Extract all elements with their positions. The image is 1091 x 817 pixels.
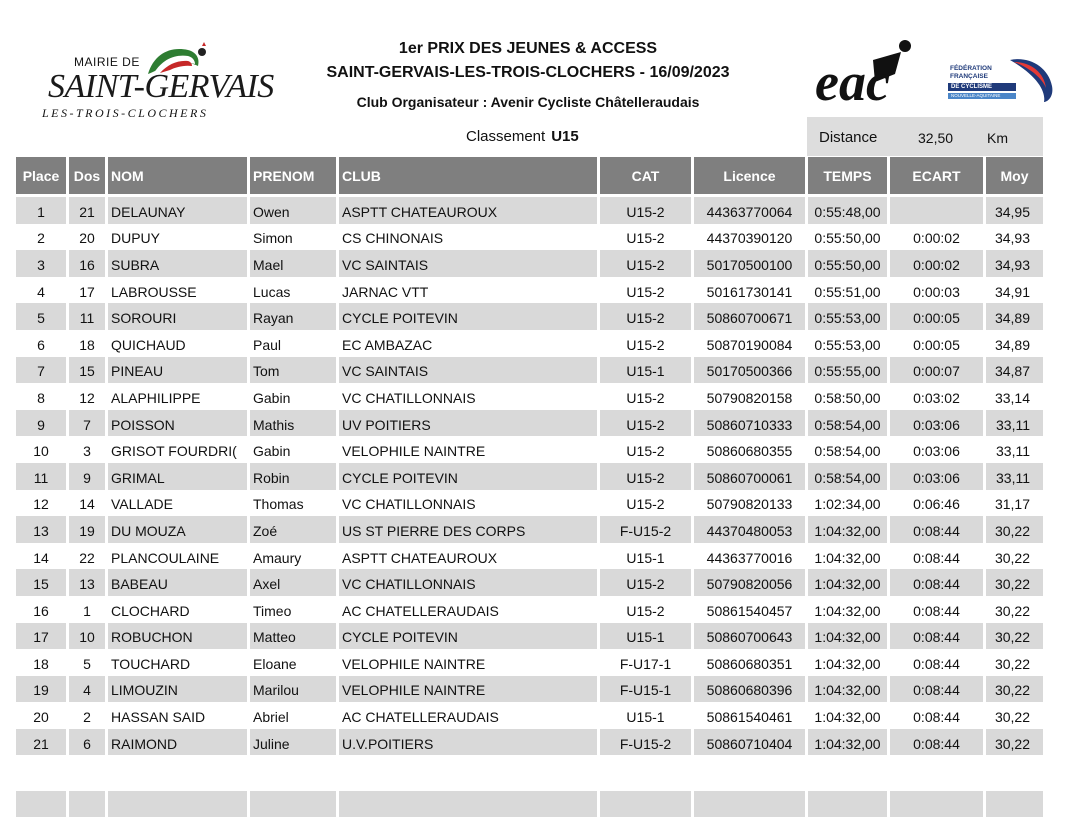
cell-temps: 0:58:50,00 — [808, 383, 890, 410]
cell-temps: 1:04:32,00 — [808, 623, 890, 650]
table-row — [16, 357, 1043, 384]
cell-cat: U15-1 — [600, 357, 694, 384]
cell-place: 16 — [16, 596, 69, 623]
cell-cat: U15-2 — [600, 277, 694, 304]
cell-club: VC SAINTAIS — [339, 250, 600, 277]
cell-place: 13 — [16, 516, 69, 543]
cell-licence: 50870190084 — [694, 330, 808, 357]
cell-licence: 50790820158 — [694, 383, 808, 410]
cell-ecart: 0:08:44 — [890, 702, 986, 729]
cell-dos: 5 — [69, 649, 108, 676]
cell-club: CS CHINONAIS — [339, 224, 600, 251]
cyclist-icon — [815, 38, 920, 106]
cell-nom: GRISOT FOURDRI( — [108, 436, 250, 463]
empty-cell — [250, 791, 339, 817]
cell-licence: 50860700061 — [694, 463, 808, 490]
cell-place: 21 — [16, 729, 69, 756]
cell-cat: F-U15-2 — [600, 516, 694, 543]
col-header-prenom: PRENOM — [250, 157, 339, 194]
cell-place: 19 — [16, 676, 69, 703]
cell-place: 18 — [16, 649, 69, 676]
cell-moy: 30,22 — [986, 676, 1043, 703]
cell-moy: 30,22 — [986, 543, 1043, 570]
cell-ecart: 0:00:05 — [890, 303, 986, 330]
cell-cat: U15-2 — [600, 436, 694, 463]
cell-moy: 33,11 — [986, 463, 1043, 490]
cell-club: VC CHATILLONNAIS — [339, 383, 600, 410]
table-header — [16, 157, 1043, 194]
cell-dos: 3 — [69, 436, 108, 463]
empty-cell — [986, 791, 1043, 817]
cell-moy: 30,22 — [986, 649, 1043, 676]
cell-dos: 10 — [69, 623, 108, 650]
cell-temps: 1:04:32,00 — [808, 516, 890, 543]
cell-licence: 50860710333 — [694, 410, 808, 437]
cell-prenom: Rayan — [250, 303, 339, 330]
cell-nom: DELAUNAY — [108, 197, 250, 224]
cell-ecart: 0:08:44 — [890, 543, 986, 570]
cell-cat: U15-1 — [600, 702, 694, 729]
cell-temps: 1:04:32,00 — [808, 676, 890, 703]
cell-moy: 30,22 — [986, 623, 1043, 650]
empty-row — [16, 791, 1043, 817]
cell-nom: POISSON — [108, 410, 250, 437]
cell-nom: QUICHAUD — [108, 330, 250, 357]
empty-cell — [69, 791, 108, 817]
distance-box — [807, 117, 1043, 156]
cell-nom: ALAPHILIPPE — [108, 383, 250, 410]
cell-cat: U15-2 — [600, 596, 694, 623]
empty-cell — [108, 791, 250, 817]
cell-dos: 11 — [69, 303, 108, 330]
cell-prenom: Axel — [250, 569, 339, 596]
cell-ecart: 0:08:44 — [890, 729, 986, 756]
classement-label — [466, 128, 579, 145]
race-location-date: SAINT-GERVAIS-LES-TROIS-CLOCHERS - 16/09/2023 — [326, 64, 730, 81]
cell-moy: 34,89 — [986, 303, 1043, 330]
cell-place: 15 — [16, 569, 69, 596]
cell-place: 4 — [16, 277, 69, 304]
table-spacer — [16, 755, 1043, 791]
cell-prenom: Paul — [250, 330, 339, 357]
cell-cat: U15-2 — [600, 197, 694, 224]
cell-temps: 0:55:50,00 — [808, 224, 890, 251]
classement-category: U15 — [551, 128, 579, 145]
cell-club: ASPTT CHATEAUROUX — [339, 543, 600, 570]
table-row — [16, 436, 1043, 463]
cell-club: VELOPHILE NAINTRE — [339, 649, 600, 676]
cell-nom: VALLADE — [108, 490, 250, 517]
table-row — [16, 676, 1043, 703]
cell-prenom: Simon — [250, 224, 339, 251]
cell-club: VC CHATILLONNAIS — [339, 569, 600, 596]
cell-ecart: 0:08:44 — [890, 596, 986, 623]
cell-temps: 1:02:34,00 — [808, 490, 890, 517]
cell-ecart: 0:03:02 — [890, 383, 986, 410]
cell-licence: 50161730141 — [694, 277, 808, 304]
cell-ecart: 0:08:44 — [890, 623, 986, 650]
cell-dos: 15 — [69, 357, 108, 384]
distance-label: Distance — [819, 129, 878, 146]
cell-moy: 33,11 — [986, 436, 1043, 463]
cell-temps: 0:58:54,00 — [808, 463, 890, 490]
table-row — [16, 729, 1043, 756]
cell-nom: GRIMAL — [108, 463, 250, 490]
cell-temps: 0:55:53,00 — [808, 303, 890, 330]
cell-club: US ST PIERRE DES CORPS — [339, 516, 600, 543]
cell-temps: 1:04:32,00 — [808, 729, 890, 756]
empty-cell — [694, 791, 808, 817]
table-row — [16, 623, 1043, 650]
organizer-club: Club Organisateur : Avenir Cycliste Châtelleraudais — [356, 94, 700, 110]
cell-temps: 1:04:32,00 — [808, 596, 890, 623]
cell-cat: U15-2 — [600, 410, 694, 437]
cell-temps: 1:04:32,00 — [808, 702, 890, 729]
cell-ecart: 0:06:46 — [890, 490, 986, 517]
cell-ecart: 0:03:06 — [890, 463, 986, 490]
cell-prenom: Gabin — [250, 383, 339, 410]
cell-cat: U15-2 — [600, 250, 694, 277]
cell-ecart: 0:08:44 — [890, 676, 986, 703]
cell-nom: ROBUCHON — [108, 623, 250, 650]
cell-dos: 6 — [69, 729, 108, 756]
cell-club: UV POITIERS — [339, 410, 600, 437]
mairie-name: SAINT-GERVAIS — [48, 68, 274, 105]
ffc-text — [950, 65, 992, 80]
cell-dos: 20 — [69, 224, 108, 251]
cell-nom: PLANCOULAINE — [108, 543, 250, 570]
table-row — [16, 569, 1043, 596]
cell-prenom: Juline — [250, 729, 339, 756]
cell-licence: 50861540461 — [694, 702, 808, 729]
cell-prenom: Gabin — [250, 436, 339, 463]
race-title: 1er PRIX DES JEUNES & ACCESS — [398, 40, 658, 57]
ffc-line2: FRANÇAISE — [950, 72, 988, 80]
cell-ecart: 0:08:44 — [890, 516, 986, 543]
cell-temps: 1:04:32,00 — [808, 543, 890, 570]
cell-moy: 30,22 — [986, 702, 1043, 729]
col-header-nom: NOM — [108, 157, 250, 194]
cell-place: 9 — [16, 410, 69, 437]
table-row — [16, 303, 1043, 330]
col-header-place: Place — [16, 157, 69, 194]
cell-temps: 0:55:51,00 — [808, 277, 890, 304]
cell-ecart: 0:00:03 — [890, 277, 986, 304]
cell-place: 17 — [16, 623, 69, 650]
cell-place: 10 — [16, 436, 69, 463]
cell-cat: U15-2 — [600, 383, 694, 410]
table-row — [16, 702, 1043, 729]
cell-ecart: 0:00:02 — [890, 224, 986, 251]
cell-prenom: Marilou — [250, 676, 339, 703]
cell-dos: 7 — [69, 410, 108, 437]
cell-dos: 9 — [69, 463, 108, 490]
cell-moy: 34,91 — [986, 277, 1043, 304]
cell-licence: 50860700671 — [694, 303, 808, 330]
col-header-moy: Moy — [986, 157, 1043, 194]
cell-place: 6 — [16, 330, 69, 357]
cell-licence: 44370390120 — [694, 224, 808, 251]
cell-place: 7 — [16, 357, 69, 384]
cell-nom: LABROUSSE — [108, 277, 250, 304]
table-row — [16, 197, 1043, 224]
col-header-dos: Dos — [69, 157, 108, 194]
cell-prenom: Abriel — [250, 702, 339, 729]
cell-club: AC CHATELLERAUDAIS — [339, 596, 600, 623]
cell-temps: 0:58:54,00 — [808, 410, 890, 437]
cell-place: 1 — [16, 197, 69, 224]
eac-logo — [815, 38, 920, 106]
cell-dos: 22 — [69, 543, 108, 570]
cell-place: 20 — [16, 702, 69, 729]
table-row — [16, 330, 1043, 357]
cell-licence: 50790820133 — [694, 490, 808, 517]
cell-dos: 13 — [69, 569, 108, 596]
cell-club: VC SAINTAIS — [339, 357, 600, 384]
empty-cell — [16, 791, 69, 817]
cell-place: 2 — [16, 224, 69, 251]
mairie-logo — [40, 40, 274, 122]
distance-unit: Km — [987, 130, 1008, 146]
cell-dos: 4 — [69, 676, 108, 703]
cell-ecart: 0:00:07 — [890, 357, 986, 384]
ffc-line1: FÉDÉRATION — [950, 65, 992, 72]
cell-prenom: Lucas — [250, 277, 339, 304]
ffc-cyclisme-bar — [948, 83, 1016, 91]
cell-cat: U15-2 — [600, 330, 694, 357]
cell-ecart: 0:08:44 — [890, 649, 986, 676]
cell-licence: 50790820056 — [694, 569, 808, 596]
cell-club: CYCLE POITEVIN — [339, 623, 600, 650]
cell-prenom: Mael — [250, 250, 339, 277]
table-row — [16, 516, 1043, 543]
cell-licence: 50860700643 — [694, 623, 808, 650]
cell-temps: 0:55:53,00 — [808, 330, 890, 357]
cell-club: AC CHATELLERAUDAIS — [339, 702, 600, 729]
cell-cat: F-U15-1 — [600, 676, 694, 703]
ffc-line3: DE — [951, 84, 960, 90]
cell-moy: 34,87 — [986, 357, 1043, 384]
results-table — [16, 157, 1043, 817]
cell-prenom: Eloane — [250, 649, 339, 676]
cell-temps: 0:55:48,00 — [808, 197, 890, 224]
cell-nom: LIMOUZIN — [108, 676, 250, 703]
mairie-label: MAIRIE DE — [74, 55, 140, 69]
cell-moy: 30,22 — [986, 596, 1043, 623]
cell-licence: 50860680396 — [694, 676, 808, 703]
empty-cell — [808, 791, 890, 817]
cell-dos: 17 — [69, 277, 108, 304]
col-header-club: CLUB — [339, 157, 600, 194]
cell-prenom: Tom — [250, 357, 339, 384]
svg-text:eac: eac — [815, 52, 890, 106]
cell-moy: 30,22 — [986, 569, 1043, 596]
ffc-region: NOUVELLE-AQUITAINE — [948, 93, 1016, 99]
col-header-cat: CAT — [600, 157, 694, 194]
cell-place: 8 — [16, 383, 69, 410]
cell-place: 5 — [16, 303, 69, 330]
cell-club: JARNAC VTT — [339, 277, 600, 304]
col-header-licence: Licence — [694, 157, 808, 194]
cell-licence: 44370480053 — [694, 516, 808, 543]
cell-moy: 34,95 — [986, 197, 1043, 224]
cell-place: 14 — [16, 543, 69, 570]
table-row — [16, 596, 1043, 623]
cell-licence: 44363770016 — [694, 543, 808, 570]
empty-cell — [339, 791, 600, 817]
cell-cat: U15-1 — [600, 543, 694, 570]
cell-licence: 50860680355 — [694, 436, 808, 463]
cell-dos: 18 — [69, 330, 108, 357]
cell-prenom: Zoé — [250, 516, 339, 543]
cell-dos: 21 — [69, 197, 108, 224]
cell-nom: HASSAN SAID — [108, 702, 250, 729]
table-row — [16, 410, 1043, 437]
cell-club: VC CHATILLONNAIS — [339, 490, 600, 517]
cell-moy: 31,17 — [986, 490, 1043, 517]
cell-ecart: 0:03:06 — [890, 436, 986, 463]
table-row — [16, 463, 1043, 490]
cell-moy: 30,22 — [986, 729, 1043, 756]
cell-club: VELOPHILE NAINTRE — [339, 436, 600, 463]
cell-moy: 34,89 — [986, 330, 1043, 357]
col-header-ecart: ECART — [890, 157, 986, 194]
cell-cat: F-U15-2 — [600, 729, 694, 756]
cell-nom: DUPUY — [108, 224, 250, 251]
cell-nom: TOUCHARD — [108, 649, 250, 676]
cell-dos: 1 — [69, 596, 108, 623]
cell-nom: SOROURI — [108, 303, 250, 330]
cell-moy: 30,22 — [986, 516, 1043, 543]
cell-ecart: 0:00:02 — [890, 250, 986, 277]
cell-place: 12 — [16, 490, 69, 517]
cell-prenom: Amaury — [250, 543, 339, 570]
cell-moy: 34,93 — [986, 250, 1043, 277]
ffc-logo — [946, 56, 1056, 104]
cell-ecart — [890, 197, 986, 224]
cell-moy: 33,14 — [986, 383, 1043, 410]
cell-moy: 34,93 — [986, 224, 1043, 251]
cell-cat: U15-2 — [600, 303, 694, 330]
cell-nom: CLOCHARD — [108, 596, 250, 623]
cell-club: CYCLE POITEVIN — [339, 463, 600, 490]
cell-prenom: Timeo — [250, 596, 339, 623]
cell-nom: SUBRA — [108, 250, 250, 277]
cell-temps: 1:04:32,00 — [808, 649, 890, 676]
cell-temps: 0:55:55,00 — [808, 357, 890, 384]
cell-temps: 0:55:50,00 — [808, 250, 890, 277]
table-row — [16, 250, 1043, 277]
cell-place: 11 — [16, 463, 69, 490]
cell-ecart: 0:00:05 — [890, 330, 986, 357]
cell-cat: U15-2 — [600, 224, 694, 251]
col-header-temps: TEMPS — [808, 157, 890, 194]
table-row — [16, 490, 1043, 517]
cell-dos: 14 — [69, 490, 108, 517]
cell-place: 3 — [16, 250, 69, 277]
table-row — [16, 224, 1043, 251]
table-row — [16, 383, 1043, 410]
cell-prenom: Robin — [250, 463, 339, 490]
cell-cat: U15-2 — [600, 490, 694, 517]
empty-cell — [890, 791, 986, 817]
cell-nom: DU MOUZA — [108, 516, 250, 543]
cell-prenom: Matteo — [250, 623, 339, 650]
cell-club: U.V.POITIERS — [339, 729, 600, 756]
cell-dos: 16 — [69, 250, 108, 277]
cell-dos: 2 — [69, 702, 108, 729]
cell-nom: BABEAU — [108, 569, 250, 596]
table-row — [16, 649, 1043, 676]
cell-licence: 50861540457 — [694, 596, 808, 623]
cell-club: VELOPHILE NAINTRE — [339, 676, 600, 703]
cell-nom: RAIMOND — [108, 729, 250, 756]
cell-cat: F-U17-1 — [600, 649, 694, 676]
empty-cell — [600, 791, 694, 817]
cell-moy: 33,11 — [986, 410, 1043, 437]
cell-cat: U15-1 — [600, 623, 694, 650]
cell-nom: PINEAU — [108, 357, 250, 384]
cell-temps: 1:04:32,00 — [808, 569, 890, 596]
cell-club: EC AMBAZAC — [339, 330, 600, 357]
cell-cat: U15-2 — [600, 463, 694, 490]
cell-dos: 12 — [69, 383, 108, 410]
cell-dos: 19 — [69, 516, 108, 543]
table-row — [16, 277, 1043, 304]
table-row — [16, 543, 1043, 570]
cell-club: CYCLE POITEVIN — [339, 303, 600, 330]
cell-prenom: Mathis — [250, 410, 339, 437]
cell-licence: 50170500366 — [694, 357, 808, 384]
cell-licence: 50170500100 — [694, 250, 808, 277]
cell-licence: 44363770064 — [694, 197, 808, 224]
cell-prenom: Thomas — [250, 490, 339, 517]
mairie-subtitle: LES-TROIS-CLOCHERS — [42, 106, 209, 120]
cell-licence: 50860680351 — [694, 649, 808, 676]
cell-cat: U15-2 — [600, 569, 694, 596]
table-body — [16, 197, 1043, 755]
ffc-bar-label: CYCLISME — [961, 84, 993, 90]
cell-ecart: 0:03:06 — [890, 410, 986, 437]
cell-licence: 50860710404 — [694, 729, 808, 756]
cell-temps: 0:58:54,00 — [808, 436, 890, 463]
cell-prenom: Owen — [250, 197, 339, 224]
distance-value: 32,50 — [918, 130, 954, 146]
cell-ecart: 0:08:44 — [890, 569, 986, 596]
cell-club: ASPTT CHATEAUROUX — [339, 197, 600, 224]
classement-text: Classement — [466, 128, 546, 145]
